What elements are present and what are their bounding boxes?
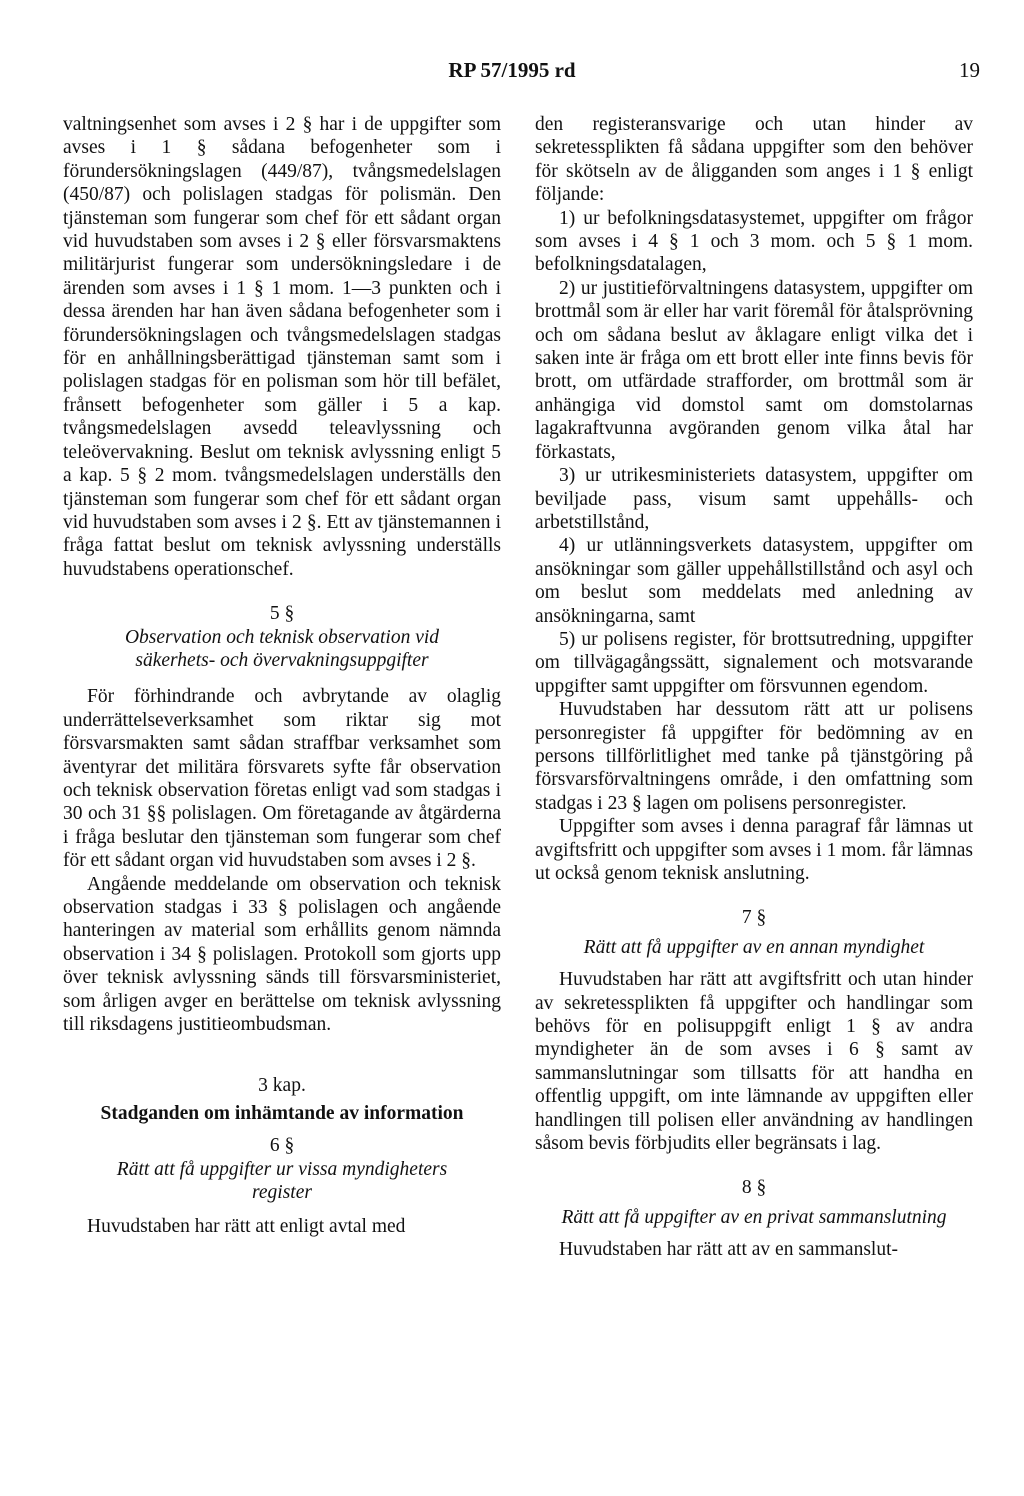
body-paragraph: Huvudstaben har rätt att avgiftsfritt och utan hinder av sekretessplikten få uppgifter och handlingar som behövs för en polisuppgift enligt 1 § av andra myndigheter än de som avses i 6 § samt av sammanslutningar som tillsatts för att handha en offentlig uppgift, om inte lämnande av uppgiften eller handlingen till polisen eller användning av handlingen såsom bevis förbjudits eller begränsats i lag. <box>535 969 973 1155</box>
section-number: 5 § <box>269 603 295 625</box>
body-paragraph: Huvudstaben har rätt att enligt avtal med <box>87 1216 406 1238</box>
list-item: 4) ur utlänningsverkets datasystem, uppgifter om ansökningar som gäller uppehållstillstånd och asyl och om beslut som meddelats med anledning av ansökningarna, samt <box>535 535 973 627</box>
section-title: Rätt att få uppgifter av en annan myndighet <box>583 936 925 958</box>
body-paragraph: För förhindrande och avbrytande av olaglig underrättelseverksamhet som riktar sig mot försvarsmakten samt sådan straffbar verksamhet som äventyrar det militära försvarets syfte får observation och teknisk observation företas enligt vad som stadgas i 30 och 31 §§ polislagen. Om företagande av åtgärderna i fråga beslutar den tjänsteman som fungerar som chef för ett sådant organ vid huvudstaben som avses i 2 §. <box>63 686 501 872</box>
list-item: 2) ur justitieförvaltningens datasystem, uppgifter om brottmål som är eller har varit föremål för åtalsprövning och om sådana beslut av åklagare enligt vilka det i saken inte är fråga om ett brott eller inte finns bevis för brott, om utfärdade strafforder, om brottmål som är anhängiga vid domstol samt om domstolarnas lagakraftvunna avgöranden genom vilka åtal har förkastats, <box>535 277 973 463</box>
section-title: register <box>252 1182 312 1204</box>
right-column <box>535 113 973 1262</box>
list-item: 1) ur befolkningsdatasystemet, uppgifter om frågor som avses i 4 § 1 och 3 mom. och 5 § 1 mom. befolkningsdatalagen, <box>535 207 973 276</box>
section-title: Rätt att få uppgifter av en privat sammanslutning <box>561 1206 947 1228</box>
list-item: 3) ur utrikesministeriets datasystem, uppgifter om beviljade pass, visum samt uppehålls- och arbetstillstånd, <box>535 465 973 533</box>
section-number: 6 § <box>269 1135 295 1157</box>
section-title: säkerhets- och övervakningsuppgifter <box>135 649 429 671</box>
document-header-title: RP 57/1995 rd <box>448 58 576 82</box>
body-paragraph: Uppgifter som avses i denna paragraf får lämnas ut avgiftsfritt och uppgifter som avses i 1 mom. får lämnas ut också genom teknisk anslutning. <box>535 816 973 884</box>
section-title: Rätt att få uppgifter ur vissa myndigheters <box>116 1158 448 1180</box>
body-paragraph: Huvudstaben har dessutom rätt att ur polisens personregister få uppgifter för bedömning av en persons tillförlitlighet med tanke på tjänstgöring på försvarsförvaltningens område, i den omfattning som stadgas i 23 § lagen om polisens personregister. <box>535 699 973 814</box>
list-item: 5) ur polisens register, för brottsutredning, uppgifter om tillvägagångssätt, signalement och motsvarande uppgifter samt uppgifter om försvunnen egendom. <box>535 628 973 697</box>
body-paragraph: den registeransvarige och utan hinder av sekretessplikten få sådana uppgifter som den behöver för skötseln av de åligganden som anges i 1 § enligt följande: <box>535 114 973 206</box>
section-number: 8 § <box>741 1177 767 1199</box>
body-paragraph: valtningsenhet som avses i 2 § har i de uppgifter som avses i 1 § sådana befogenheter som i förundersökningslagen (449/87), tvångsmedelslagen (450/87) och polislagen stadgas för polismän. Den tjänsteman som fungerar som chef för ett sådant organ vid huvudstaben som avses i 2 § eller försvarsmaktens militärjurist fungerar som undersökningsledare i de ärenden som avses i 1 § 1 mom. 1—3 punkten och i dessa ärenden har han även sådana befogenheter som i förundersökningslagen och tvångsmedelslagen stadgas för en anhållningsberättigad tjänsteman samt som i polislagen stadgas för en polisman som hör till befälet, frånsett befogenheter som gäller i 5 a kap. tvångsmedelslagen avsedd teleavlyssning och teleövervakning. Beslut om teknisk avlyssning enligt 5 a kap. 5 § 2 mom. tvångsmedelslagen underställs den tjänsteman som fungerar som chef för ett sådant organ vid huvudstaben som avses i 2 §. Ett av tjänstemannen i fråga fattat beslut om teknisk avlyssning underställs huvudstabens operationschef. <box>63 114 501 580</box>
section-number: 7 § <box>741 907 767 929</box>
chapter-number: 3 kap. <box>258 1075 306 1097</box>
left-column <box>63 113 501 1239</box>
chapter-title: Stadganden om inhämtande av information <box>100 1102 464 1124</box>
body-paragraph: Huvudstaben har rätt att av en sammanslut- <box>559 1239 898 1261</box>
body-paragraph: Angående meddelande om observation och teknisk observation stadgas i 33 § polislagen och angående hanteringen av material som erhållits genom nämnda observation i 34 § polislagen. Protokoll som gjorts upp över teknisk avlyssning sänds till försvarsministeriet, som årligen avger en berättelse om teknisk avlyssning till riksdagens justitieombudsman. <box>63 873 501 1036</box>
page-number: 19 <box>959 58 980 82</box>
section-title: Observation och teknisk observation vid <box>124 626 440 648</box>
